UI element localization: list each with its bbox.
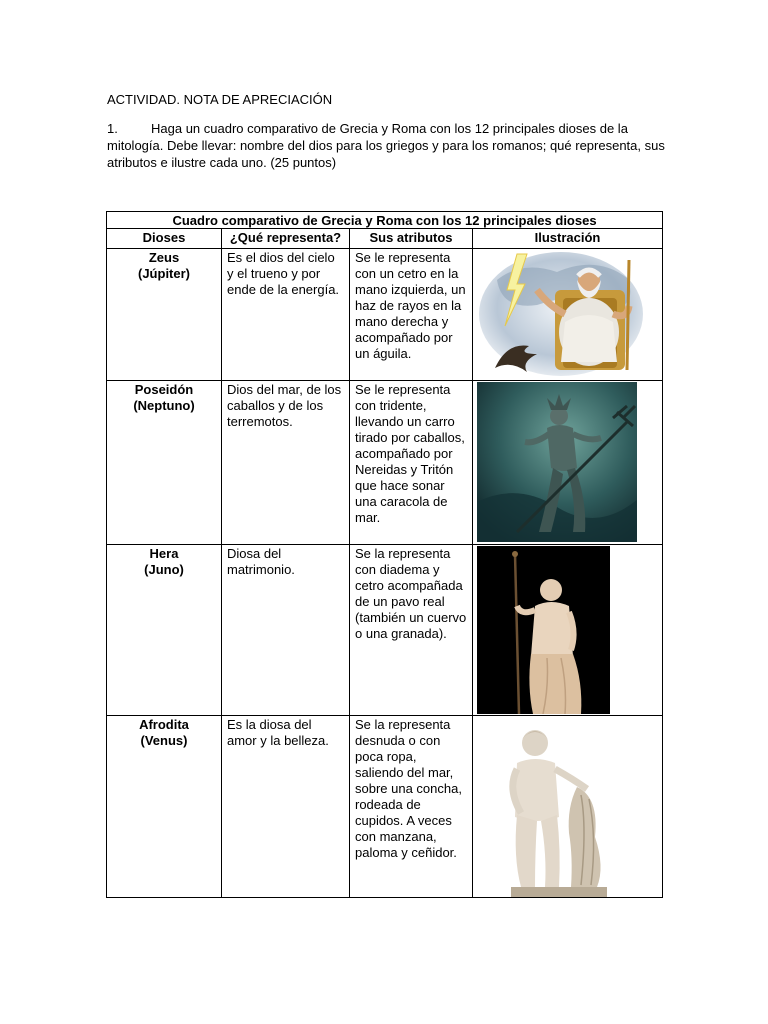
illustration-cell <box>473 545 663 716</box>
table-header-row <box>107 229 663 249</box>
represents-cell: Diosa del matrimonio. <box>222 545 350 716</box>
represents-cell: Dios del mar, de los caballos y de los terremotos. <box>222 381 350 545</box>
greek-name: Hera <box>149 546 179 561</box>
poseidon-illustration <box>477 382 637 542</box>
god-name-cell <box>107 716 222 898</box>
table-row <box>107 545 663 716</box>
zeus-illustration <box>477 250 645 376</box>
god-name-cell <box>107 249 222 381</box>
table-row <box>107 716 663 898</box>
activity-title: ACTIVIDAD. NOTA DE APRECIACIÓN <box>107 92 333 107</box>
greek-name: Poseidón <box>134 382 194 397</box>
god-name-cell <box>107 381 222 545</box>
hera-illustration <box>477 546 610 714</box>
greek-name: Afrodita <box>139 717 189 732</box>
greek-name: Zeus <box>148 250 180 265</box>
instruction-text: Haga un cuadro comparativo de Grecia y Roma con los 12 principales dioses de la mitología. Debe llevar: nombre del dios para los griegos y para los romanos; qué representa, sus atributos e ilustre cada uno. (25 puntos) <box>107 121 665 170</box>
god-name-cell <box>107 545 222 716</box>
table-row <box>107 381 663 545</box>
attributes-cell: Se le representa con tridente, llevando un carro tirado por caballos, acompañado por Nereidas y Tritón que hace sonar una caracola de mar. <box>350 381 473 545</box>
attributes-cell: Se la representa desnuda o con poca ropa, saliendo del mar, sobre una concha, rodeada de cupidos. A veces con manzana, paloma y ceñidor. <box>350 716 473 898</box>
roman-name: (Juno) <box>144 562 184 577</box>
comparison-table <box>106 211 663 898</box>
activity-instruction <box>107 120 667 171</box>
afrodita-illustration <box>477 717 627 897</box>
roman-name: (Júpiter) <box>138 266 190 281</box>
roman-name: (Venus) <box>140 733 188 748</box>
roman-name: (Neptuno) <box>133 398 195 413</box>
table-caption: Cuadro comparativo de Grecia y Roma con los 12 principales dioses <box>107 212 663 229</box>
represents-cell: Es la diosa del amor y la belleza. <box>222 716 350 898</box>
table-row <box>107 249 663 381</box>
illustration-cell <box>473 381 663 545</box>
attributes-cell: Se le representa con un cetro en la mano izquierda, un haz de rayos en la mano derecha y acompañado por un águila. <box>350 249 473 381</box>
instruction-number: 1. <box>107 121 118 136</box>
illustration-cell <box>473 249 663 381</box>
header-atributos: Sus atributos <box>350 229 473 249</box>
header-ilustracion: Ilustración <box>473 229 663 249</box>
header-representa: ¿Qué representa? <box>222 229 350 249</box>
attributes-cell: Se la representa con diadema y cetro acompañada de un pavo real (también un cuervo o una granada). <box>350 545 473 716</box>
table-caption-row <box>107 212 663 229</box>
illustration-cell <box>473 716 663 898</box>
represents-cell: Es el dios del cielo y el trueno y por ende de la energía. <box>222 249 350 381</box>
header-dioses: Dioses <box>107 229 222 249</box>
